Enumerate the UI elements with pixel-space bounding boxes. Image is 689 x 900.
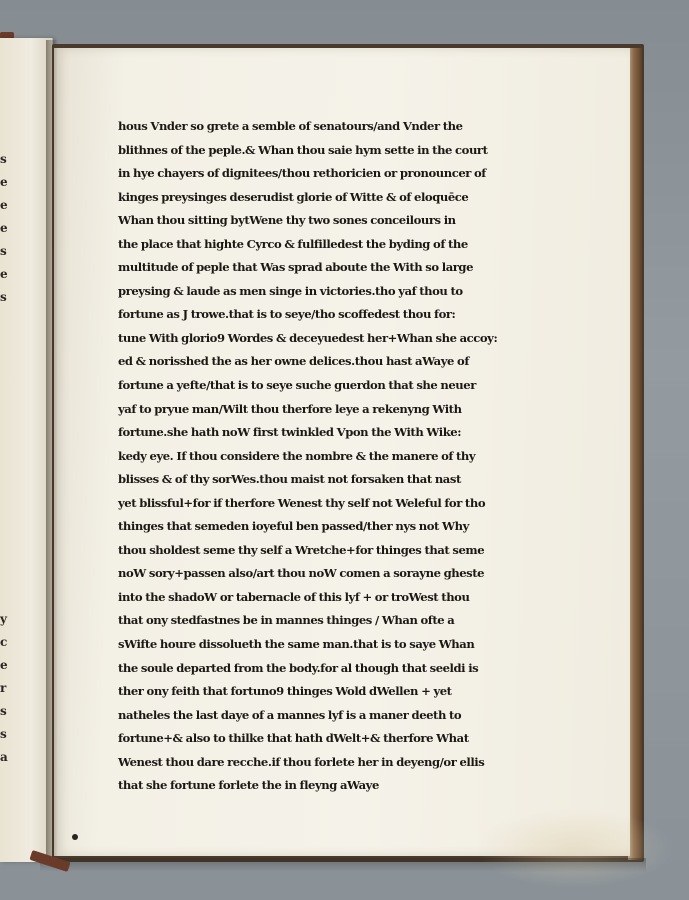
margin-glyph [0,447,10,470]
margin-glyph [0,493,10,516]
text-line: natheles the last daye of a mannes lyf is a maner deeth to [118,707,462,722]
text-line: sWifte houre dissolueth the same man.that is to saye Whan [118,637,475,652]
margin-glyph [0,516,10,539]
margin-glyph [0,470,10,493]
margin-glyph: e [0,221,8,235]
text-line: blisses & of thy sorWes.thou maist not forsaken that nast [118,472,461,487]
text-line: Wenest thou dare recche.if thou forlete her in deyeng/or ellis [118,754,485,769]
text-line: Whan thou sitting bytWene thy two sones conceilours in [118,213,456,228]
text-line: thinges that semeden ioyeful ben passed/ther nys not Why [118,519,469,534]
gutter-shadow [46,40,58,858]
text-line: that ony stedfastnes be in mannes thinges / Whan ofte a [118,613,455,628]
margin-glyph: e [0,658,8,672]
margin-glyph: e [0,175,8,189]
text-line: fortune as J trowe.that is to seye/tho scoffedest thou for: [118,307,456,322]
margin-glyph: s [0,244,7,258]
margin-glyph: s [0,152,7,166]
margin-glyph [0,539,10,562]
margin-glyph [0,332,10,355]
text-line: ther ony feith that fortuno9 thinges Wold dWellen + yet [118,684,452,699]
text-line: into the shadoW or tabernacle of this lyf + or troWest thou [118,589,470,604]
text-line: the soule departed from the body.for al though that seeldi is [118,660,479,675]
text-line: fortune.she hath noW first twinkled Vpon the With Wike: [118,425,462,440]
text-line: blithnes of the peple.& Whan thou saie hym sette in the court [118,142,488,157]
margin-glyph: e [0,267,8,281]
text-line: multitude of peple that Was sprad aboute the With so large [118,260,473,275]
margin-glyph [0,378,10,401]
page-text-block [118,115,498,798]
ink-spot [72,834,78,840]
paper-stain [474,808,674,888]
text-line: in hye chayers of dignitees/thou rethoricien or pronouncer of [118,166,486,181]
margin-glyph [0,585,10,608]
margin-glyph: e [0,198,8,212]
margin-glyph: s [0,290,7,304]
text-line: thou sholdest seme thy self a Wretche+for thinges that seme [118,542,485,557]
text-line: noW sory+passen also/art thou noW comen a sorayne gheste [118,566,485,581]
text-line: tune With glorio9 Wordes & deceyuedest her+Whan she accoy: [118,330,498,345]
margin-glyph [0,562,10,585]
margin-glyph: s [0,704,7,718]
left-page-margin-text [0,148,10,769]
text-line: hous Vnder so grete a semble of senatours/and Vnder the [118,119,463,133]
page-fore-edge [628,48,642,860]
text-line: fortune+& also to thilke that hath dWelt+& therfore What [118,731,469,746]
margin-glyph: a [0,750,8,764]
text-line: ed & norisshed the as her owne delices.thou hast aWaye of [118,354,469,369]
text-line: the place that highte Cyrco & fulfilledest the byding of the [118,236,468,251]
text-line: yet blissful+for if therfore Wenest thy self not Weleful for tho [118,495,486,510]
text-line: kinges preysinges deserudist glorie of Witte & of eloquēce [118,189,469,204]
margin-glyph: c [0,635,8,649]
margin-glyph [0,309,10,332]
margin-glyph [0,401,10,424]
text-line: that she fortune forlete the in fleyng aWaye [118,778,379,793]
margin-glyph: r [0,681,7,695]
text-line: yaf to pryue man/Wilt thou therfore leye a rekenyng With [118,401,462,416]
margin-glyph: s [0,727,7,741]
margin-glyph [0,424,10,447]
text-line: fortune a yefte/that is to seye suche guerdon that she neuer [118,378,476,393]
text-line: kedy eye. If thou considere the nombre & the manere of thy [118,448,476,463]
bottom-shadow [40,858,646,872]
text-line: preysing & laude as men singe in victories.tho yaf thou to [118,283,463,298]
margin-glyph [0,355,10,378]
margin-glyph: y [0,612,7,626]
